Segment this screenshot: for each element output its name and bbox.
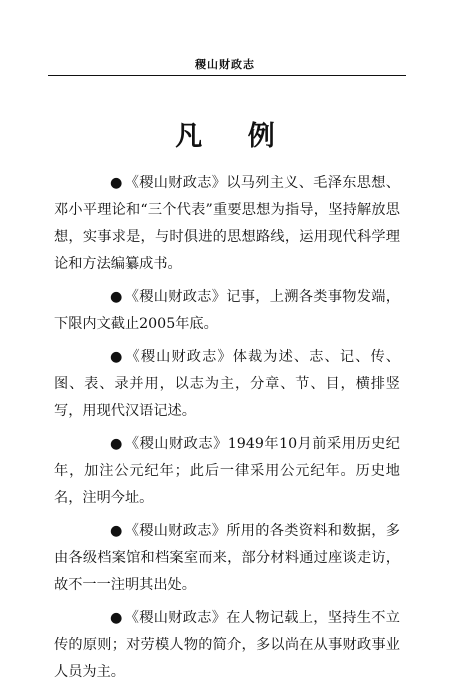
bullet-icon: ●: [110, 289, 123, 305]
rule-paragraph: [54, 344, 400, 425]
rule-text: 《稷山财政志》以马列主义、毛泽东思想、邓小平理论和“三个代表”重要思想为指导，坚持解放思想，实事求是，与时俱进的思想路线，运用现代科学理论和方法编纂成书。: [54, 175, 400, 272]
rule-paragraph: [54, 284, 400, 338]
rules-list: [54, 170, 400, 692]
bullet-icon: ●: [110, 349, 123, 365]
rule-paragraph: [54, 605, 400, 686]
header-rule: [48, 75, 406, 76]
page-title: 凡 例: [175, 121, 293, 152]
bullet-icon: ●: [110, 436, 123, 452]
rule-text: 《稷山财政志》所用的各类资料和数据，多由各级档案馆和档案室而来，部分材料通过座谈走访，故不一一注明其出处。: [54, 523, 400, 593]
rule-text: 《稷山财政志》记事，上溯各类事物发端，下限内文截止2005年底。: [54, 289, 400, 332]
rule-text: 《稷山财政志》体裁为述、志、记、传、图、表、录并用，以志为主，分章、节、目，横排竖写，用现代汉语记述。: [54, 349, 400, 419]
bullet-icon: ●: [110, 523, 123, 539]
rule-text: 《稷山财政志》1949年10月前采用历史纪年，加注公元纪年；此后一律采用公元纪年。历史地名，注明今址。: [54, 436, 400, 506]
rule-paragraph: [54, 431, 400, 512]
rule-paragraph: [54, 170, 400, 278]
rule-paragraph: [54, 518, 400, 599]
rule-text: 《稷山财政志》在人物记载上，坚持生不立传的原则；对劳模人物的简介，多以尚在从事财政事业人员为主。: [54, 610, 400, 680]
running-header: 稷山财政志: [195, 58, 255, 71]
bullet-icon: ●: [110, 610, 123, 626]
bullet-icon: ●: [110, 175, 123, 191]
